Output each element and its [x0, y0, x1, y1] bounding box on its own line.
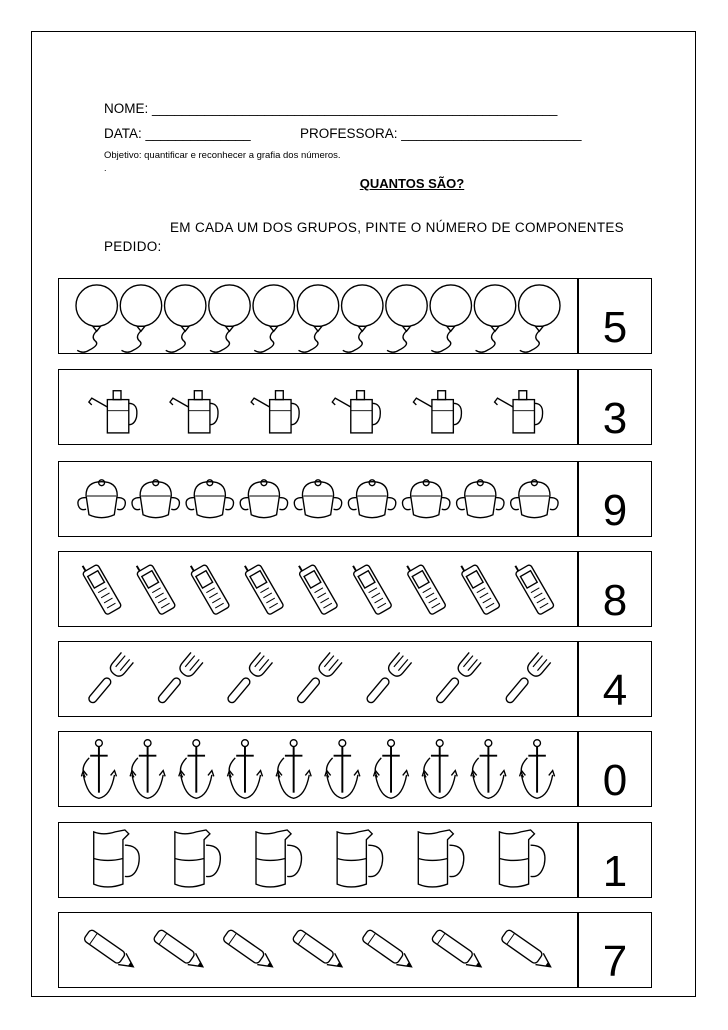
pencil-icon[interactable] — [83, 929, 137, 973]
number-box[interactable] — [578, 912, 652, 988]
pitcher-icon[interactable] — [256, 830, 301, 887]
anchor-icon[interactable] — [179, 740, 214, 799]
teacher-field-line[interactable]: PROFESSORA: ________________________ — [300, 126, 582, 141]
number-box[interactable] — [578, 641, 652, 717]
target-number: 1 — [602, 847, 628, 896]
balloon-icon[interactable] — [519, 285, 560, 352]
watering-can-icon[interactable] — [413, 391, 461, 433]
exercise-row — [58, 551, 652, 627]
anchor-icon[interactable] — [325, 740, 360, 799]
anchor-icon[interactable] — [81, 740, 116, 799]
cell-phone-icon[interactable] — [404, 559, 447, 615]
picture-strip — [58, 369, 578, 445]
exercise-row — [58, 641, 652, 717]
pitcher-icon[interactable] — [418, 830, 463, 887]
sugar-bowl-icon[interactable] — [240, 480, 287, 518]
anchor-icon[interactable] — [471, 740, 506, 799]
fork-icon[interactable] — [363, 652, 412, 706]
cell-phone-icon[interactable] — [133, 559, 176, 615]
exercise-row — [58, 278, 652, 354]
pitcher-icon[interactable] — [337, 830, 382, 887]
anchor-icon[interactable] — [422, 740, 457, 799]
balloon-icon[interactable] — [76, 285, 117, 352]
sugar-bowl-icon[interactable] — [511, 480, 558, 518]
fork-icon[interactable] — [502, 652, 551, 706]
cell-phone-icon[interactable] — [458, 559, 501, 615]
exercise-row — [58, 822, 652, 898]
watering-can-icon[interactable] — [251, 391, 299, 433]
sugar-bowl-icon[interactable] — [186, 480, 233, 518]
picture-strip — [58, 912, 578, 988]
cell-phone-icon[interactable] — [242, 559, 285, 615]
sugar-bowl-icon[interactable] — [348, 480, 395, 518]
target-number: 9 — [602, 486, 628, 535]
picture-strip — [58, 461, 578, 537]
picture-strip — [58, 278, 578, 354]
sugar-bowl-icon[interactable] — [78, 480, 125, 518]
balloon-icon[interactable] — [209, 285, 250, 352]
watering-can-icon[interactable] — [170, 391, 218, 433]
cell-phone-icon[interactable] — [296, 559, 339, 615]
cell-phone-icon[interactable] — [79, 559, 122, 615]
balloon-icon[interactable] — [120, 285, 161, 352]
picture-strip — [58, 641, 578, 717]
pitcher-icon[interactable] — [175, 830, 220, 887]
stray-dot: . — [104, 163, 107, 173]
pencil-icon[interactable] — [292, 929, 346, 973]
worksheet-title-text: QUANTOS SÃO? — [359, 176, 465, 191]
name-field-line[interactable]: NOME: ______________________________________________________ — [104, 101, 558, 116]
target-number: 0 — [602, 756, 628, 805]
worksheet-title — [0, 176, 728, 191]
watering-can-icon[interactable] — [332, 391, 380, 433]
sugar-bowl-icon[interactable] — [132, 480, 179, 518]
watering-can-icon[interactable] — [89, 391, 137, 433]
target-number: 8 — [602, 576, 628, 625]
number-box[interactable] — [578, 369, 652, 445]
balloon-icon[interactable] — [386, 285, 427, 352]
objective-text: Objetivo: quantificar e reconhecer a grafia dos números. — [104, 150, 341, 161]
cell-phone-icon[interactable] — [512, 559, 555, 615]
pencil-icon[interactable] — [222, 929, 276, 973]
fork-icon[interactable] — [154, 652, 203, 706]
anchor-icon[interactable] — [374, 740, 409, 799]
date-field-line[interactable]: DATA: ______________ — [104, 126, 251, 141]
fork-icon[interactable] — [84, 652, 133, 706]
number-box[interactable] — [578, 461, 652, 537]
pitcher-icon[interactable] — [499, 830, 544, 887]
pencil-icon[interactable] — [361, 929, 415, 973]
balloon-icon[interactable] — [474, 285, 515, 352]
sugar-bowl-icon[interactable] — [457, 480, 504, 518]
balloon-icon[interactable] — [253, 285, 294, 352]
anchor-icon[interactable] — [130, 740, 165, 799]
sugar-bowl-icon[interactable] — [402, 480, 449, 518]
fork-icon[interactable] — [432, 652, 481, 706]
balloon-icon[interactable] — [165, 285, 206, 352]
picture-strip — [58, 551, 578, 627]
fork-icon[interactable] — [293, 652, 342, 706]
target-number: 7 — [602, 937, 628, 986]
number-box[interactable] — [578, 278, 652, 354]
exercise-row — [58, 912, 652, 988]
instruction-text-content: EM CADA UM DOS GRUPOS, PINTE O NÚMERO DE COMPONENTES PEDIDO: — [104, 220, 624, 254]
cell-phone-icon[interactable] — [187, 559, 230, 615]
target-number: 4 — [602, 666, 628, 715]
pencil-icon[interactable] — [431, 929, 485, 973]
watering-can-icon[interactable] — [495, 391, 543, 433]
number-box[interactable] — [578, 822, 652, 898]
picture-strip — [58, 731, 578, 807]
picture-strip — [58, 822, 578, 898]
exercise-row — [58, 731, 652, 807]
anchor-icon[interactable] — [276, 740, 311, 799]
exercise-row — [58, 369, 652, 445]
pencil-icon[interactable] — [153, 929, 207, 973]
number-box[interactable] — [578, 731, 652, 807]
cell-phone-icon[interactable] — [350, 559, 393, 615]
balloon-icon[interactable] — [342, 285, 383, 352]
target-number: 5 — [602, 303, 628, 352]
anchor-icon[interactable] — [520, 740, 555, 799]
balloon-icon[interactable] — [297, 285, 338, 352]
sugar-bowl-icon[interactable] — [294, 480, 341, 518]
exercise-row — [58, 461, 652, 537]
pitcher-icon[interactable] — [94, 830, 139, 887]
target-number: 3 — [602, 394, 628, 443]
balloon-icon[interactable] — [430, 285, 471, 352]
pencil-icon[interactable] — [500, 929, 554, 973]
instruction-text — [104, 218, 624, 256]
number-box[interactable] — [578, 551, 652, 627]
fork-icon[interactable] — [223, 652, 272, 706]
anchor-icon[interactable] — [227, 740, 262, 799]
